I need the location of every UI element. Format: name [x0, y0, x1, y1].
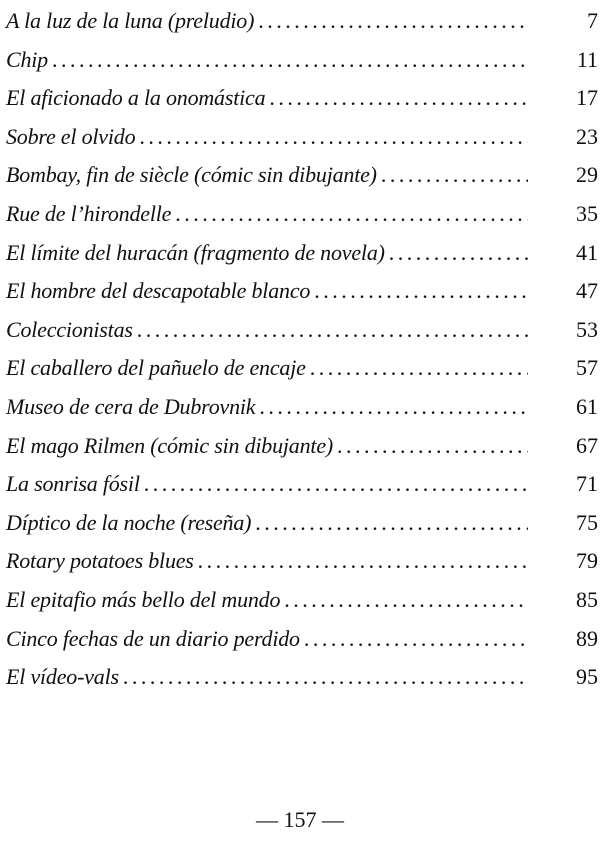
toc-entry-title: Rotary potatoes blues — [6, 548, 194, 574]
toc-entry-page-number: 89 — [576, 625, 598, 651]
toc-entry — [6, 620, 598, 659]
page-folio: — 157 — — [256, 807, 344, 832]
toc-entry-page-number: 61 — [576, 393, 598, 419]
toc-entry-title: Museo de cera de Dubrovnik — [6, 393, 256, 419]
toc-entry-page-number: 7 — [587, 8, 598, 33]
dot-leader — [137, 311, 528, 350]
toc-entry — [6, 272, 598, 311]
toc-entry-page-number: 95 — [576, 664, 598, 690]
dot-leader — [314, 272, 528, 311]
dot-leader — [175, 195, 528, 234]
toc-entry — [6, 234, 598, 273]
toc-entry-page-number: 41 — [576, 239, 598, 265]
toc-entry-title: Bombay, fin de siècle (cómic sin dibujante) — [6, 162, 377, 188]
toc-entry — [6, 388, 598, 427]
toc-entry-page-number: 67 — [576, 432, 598, 458]
toc-entry — [6, 465, 598, 504]
toc-entry-title: Cinco fechas de un diario perdido — [6, 625, 300, 651]
dot-leader — [310, 349, 528, 388]
toc-entry-title: Rue de l’hirondelle — [6, 200, 172, 226]
dot-leader — [389, 234, 528, 273]
dot-leader — [52, 41, 528, 80]
dot-leader — [139, 118, 528, 157]
toc-entry — [6, 504, 598, 543]
toc-entry — [6, 156, 598, 195]
toc-entry-title: El límite del huracán (fragmento de novela) — [6, 239, 385, 265]
dot-leader — [258, 2, 528, 41]
toc-entry — [6, 349, 598, 388]
toc-entry-title: El caballero del pañuelo de encaje — [6, 355, 306, 381]
toc-entry — [6, 79, 598, 118]
toc-entry — [6, 311, 598, 350]
toc-entry — [6, 542, 598, 581]
dot-leader — [284, 581, 528, 620]
dot-leader — [304, 620, 528, 659]
toc-entry — [6, 195, 598, 234]
toc-entry — [6, 581, 598, 620]
toc-entry-page-number: 71 — [576, 471, 598, 497]
toc-entry-title: El mago Rilmen (cómic sin dibujante) — [6, 432, 334, 458]
toc-entry — [6, 2, 598, 41]
table-of-contents — [6, 2, 598, 697]
toc-entry — [6, 658, 598, 697]
toc-entry-title: Chip — [6, 46, 48, 72]
toc-entry — [6, 427, 598, 466]
dot-leader — [269, 79, 528, 118]
toc-entry-page-number: 11 — [576, 46, 598, 72]
toc-entry-page-number: 57 — [576, 355, 598, 381]
toc-entry-page-number: 79 — [576, 548, 598, 574]
toc-entry-title: El vídeo-vals — [6, 664, 119, 690]
toc-entry-page-number: 23 — [576, 123, 598, 149]
toc-entry-title: Díptico de la noche (reseña) — [6, 509, 252, 535]
toc-entry — [6, 118, 598, 157]
toc-entry-page-number: 47 — [576, 278, 598, 304]
toc-entry-page-number: 75 — [576, 509, 598, 535]
toc-entry-page-number: 35 — [576, 200, 598, 226]
dot-leader — [255, 504, 528, 543]
toc-entry-page-number: 53 — [576, 316, 598, 342]
dot-leader — [198, 542, 528, 581]
toc-entry-title: El epitafio más bello del mundo — [6, 586, 281, 612]
toc-entry-title: El aficionado a la onomástica — [6, 85, 266, 111]
dot-leader — [381, 156, 528, 195]
toc-entry-title: El hombre del descapotable blanco — [6, 278, 311, 304]
toc-entry — [6, 41, 598, 80]
dot-leader — [259, 388, 528, 427]
toc-entry-page-number: 17 — [576, 85, 598, 111]
toc-entry-page-number: 85 — [576, 586, 598, 612]
toc-entry-title: Sobre el olvido — [6, 123, 136, 149]
toc-entry-title: Coleccionistas — [6, 316, 133, 342]
dot-leader — [123, 658, 528, 697]
toc-entry-title: A la luz de la luna (preludio) — [6, 8, 255, 33]
toc-entry-page-number: 29 — [576, 162, 598, 188]
toc-entry-title: La sonrisa fósil — [6, 471, 140, 497]
dot-leader — [337, 427, 528, 466]
dot-leader — [144, 465, 528, 504]
